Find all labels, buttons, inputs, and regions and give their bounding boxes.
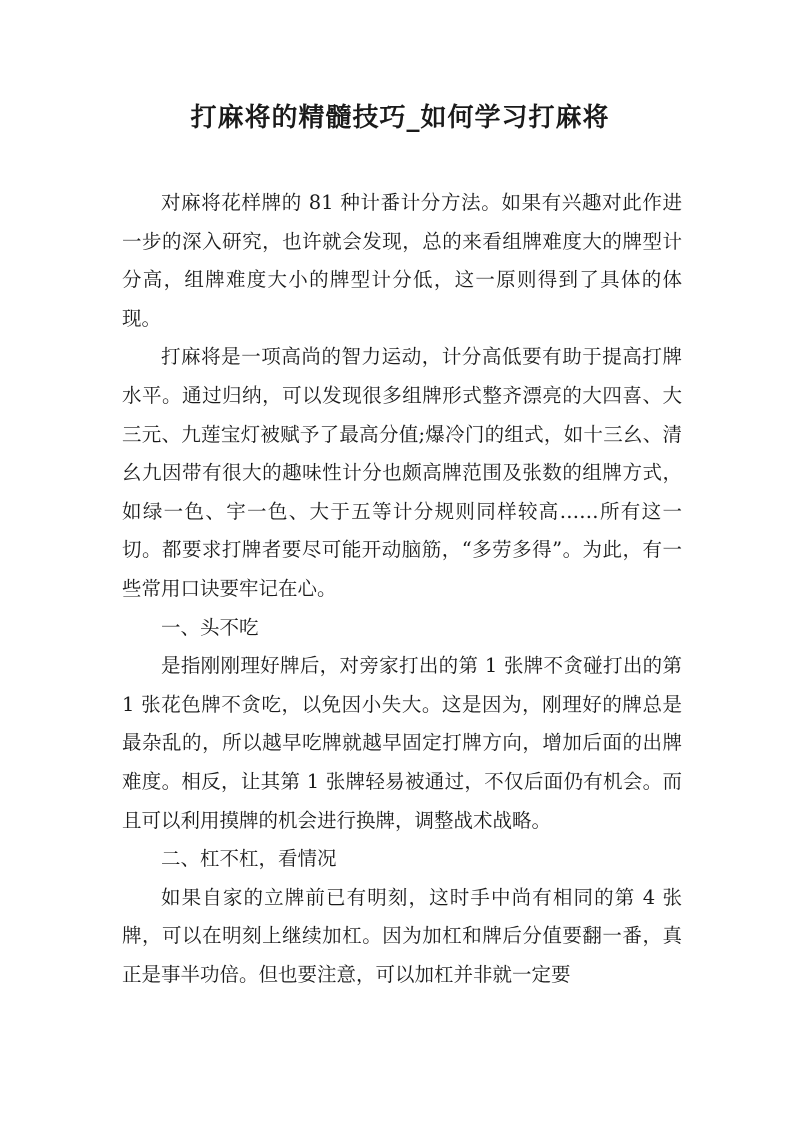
- section-heading: 二、杠不杠，看情况: [161, 847, 337, 871]
- document-title: 打麻将的精髓技巧_如何学习打麻将: [190, 103, 610, 133]
- section-heading: 一、头不吃: [161, 615, 259, 639]
- paragraph: 对麻将花样牌的 81 种计番计分方法。如果有兴趣对此作进一步的深入研究，也许就会发现，总的来看组牌难度大的牌型计分高，组牌难度大小的牌型计分低，这一原则得到了具体的体现。: [122, 191, 682, 330]
- paragraph: 是指刚刚理好牌后，对旁家打出的第 1 张牌不贪碰打出的第 1 张花色牌不贪吃，以免因小失大。这是因为，刚理好的牌总是最杂乱的，所以越早吃牌就越早固定打牌方向，增加后面的出牌难度。相反，让其第 1 张牌轻易被通过，不仅后面仍有机会。而且可以利用摸牌的机会进行换牌，调整战术战略。: [122, 654, 682, 832]
- paragraph: 如果自家的立牌前已有明刻，这时手中尚有相同的第 4 张牌，可以在明刻上继续加杠。因为加杠和牌后分值要翻一番，真正是事半功倍。但也要注意，可以加杠并非就一定要: [122, 885, 682, 986]
- document-body: [122, 184, 682, 994]
- paragraph: 打麻将是一项高尚的智力运动，计分高低要有助于提高打牌水平。通过归纳，可以发现很多组牌形式整齐漂亮的大四喜、大三元、九莲宝灯被赋予了最高分值;爆冷门的组式，如十三幺、清幺九因带有很大的趣味性计分也颇高牌范围及张数的组牌方式，如绿一色、宇一色、大于五等计分规则同样较高……所有这一切。都要求打牌者要尽可能开动脑筋，“多劳多得”。为此，有一些常用口诀要牢记在心。: [122, 345, 682, 600]
